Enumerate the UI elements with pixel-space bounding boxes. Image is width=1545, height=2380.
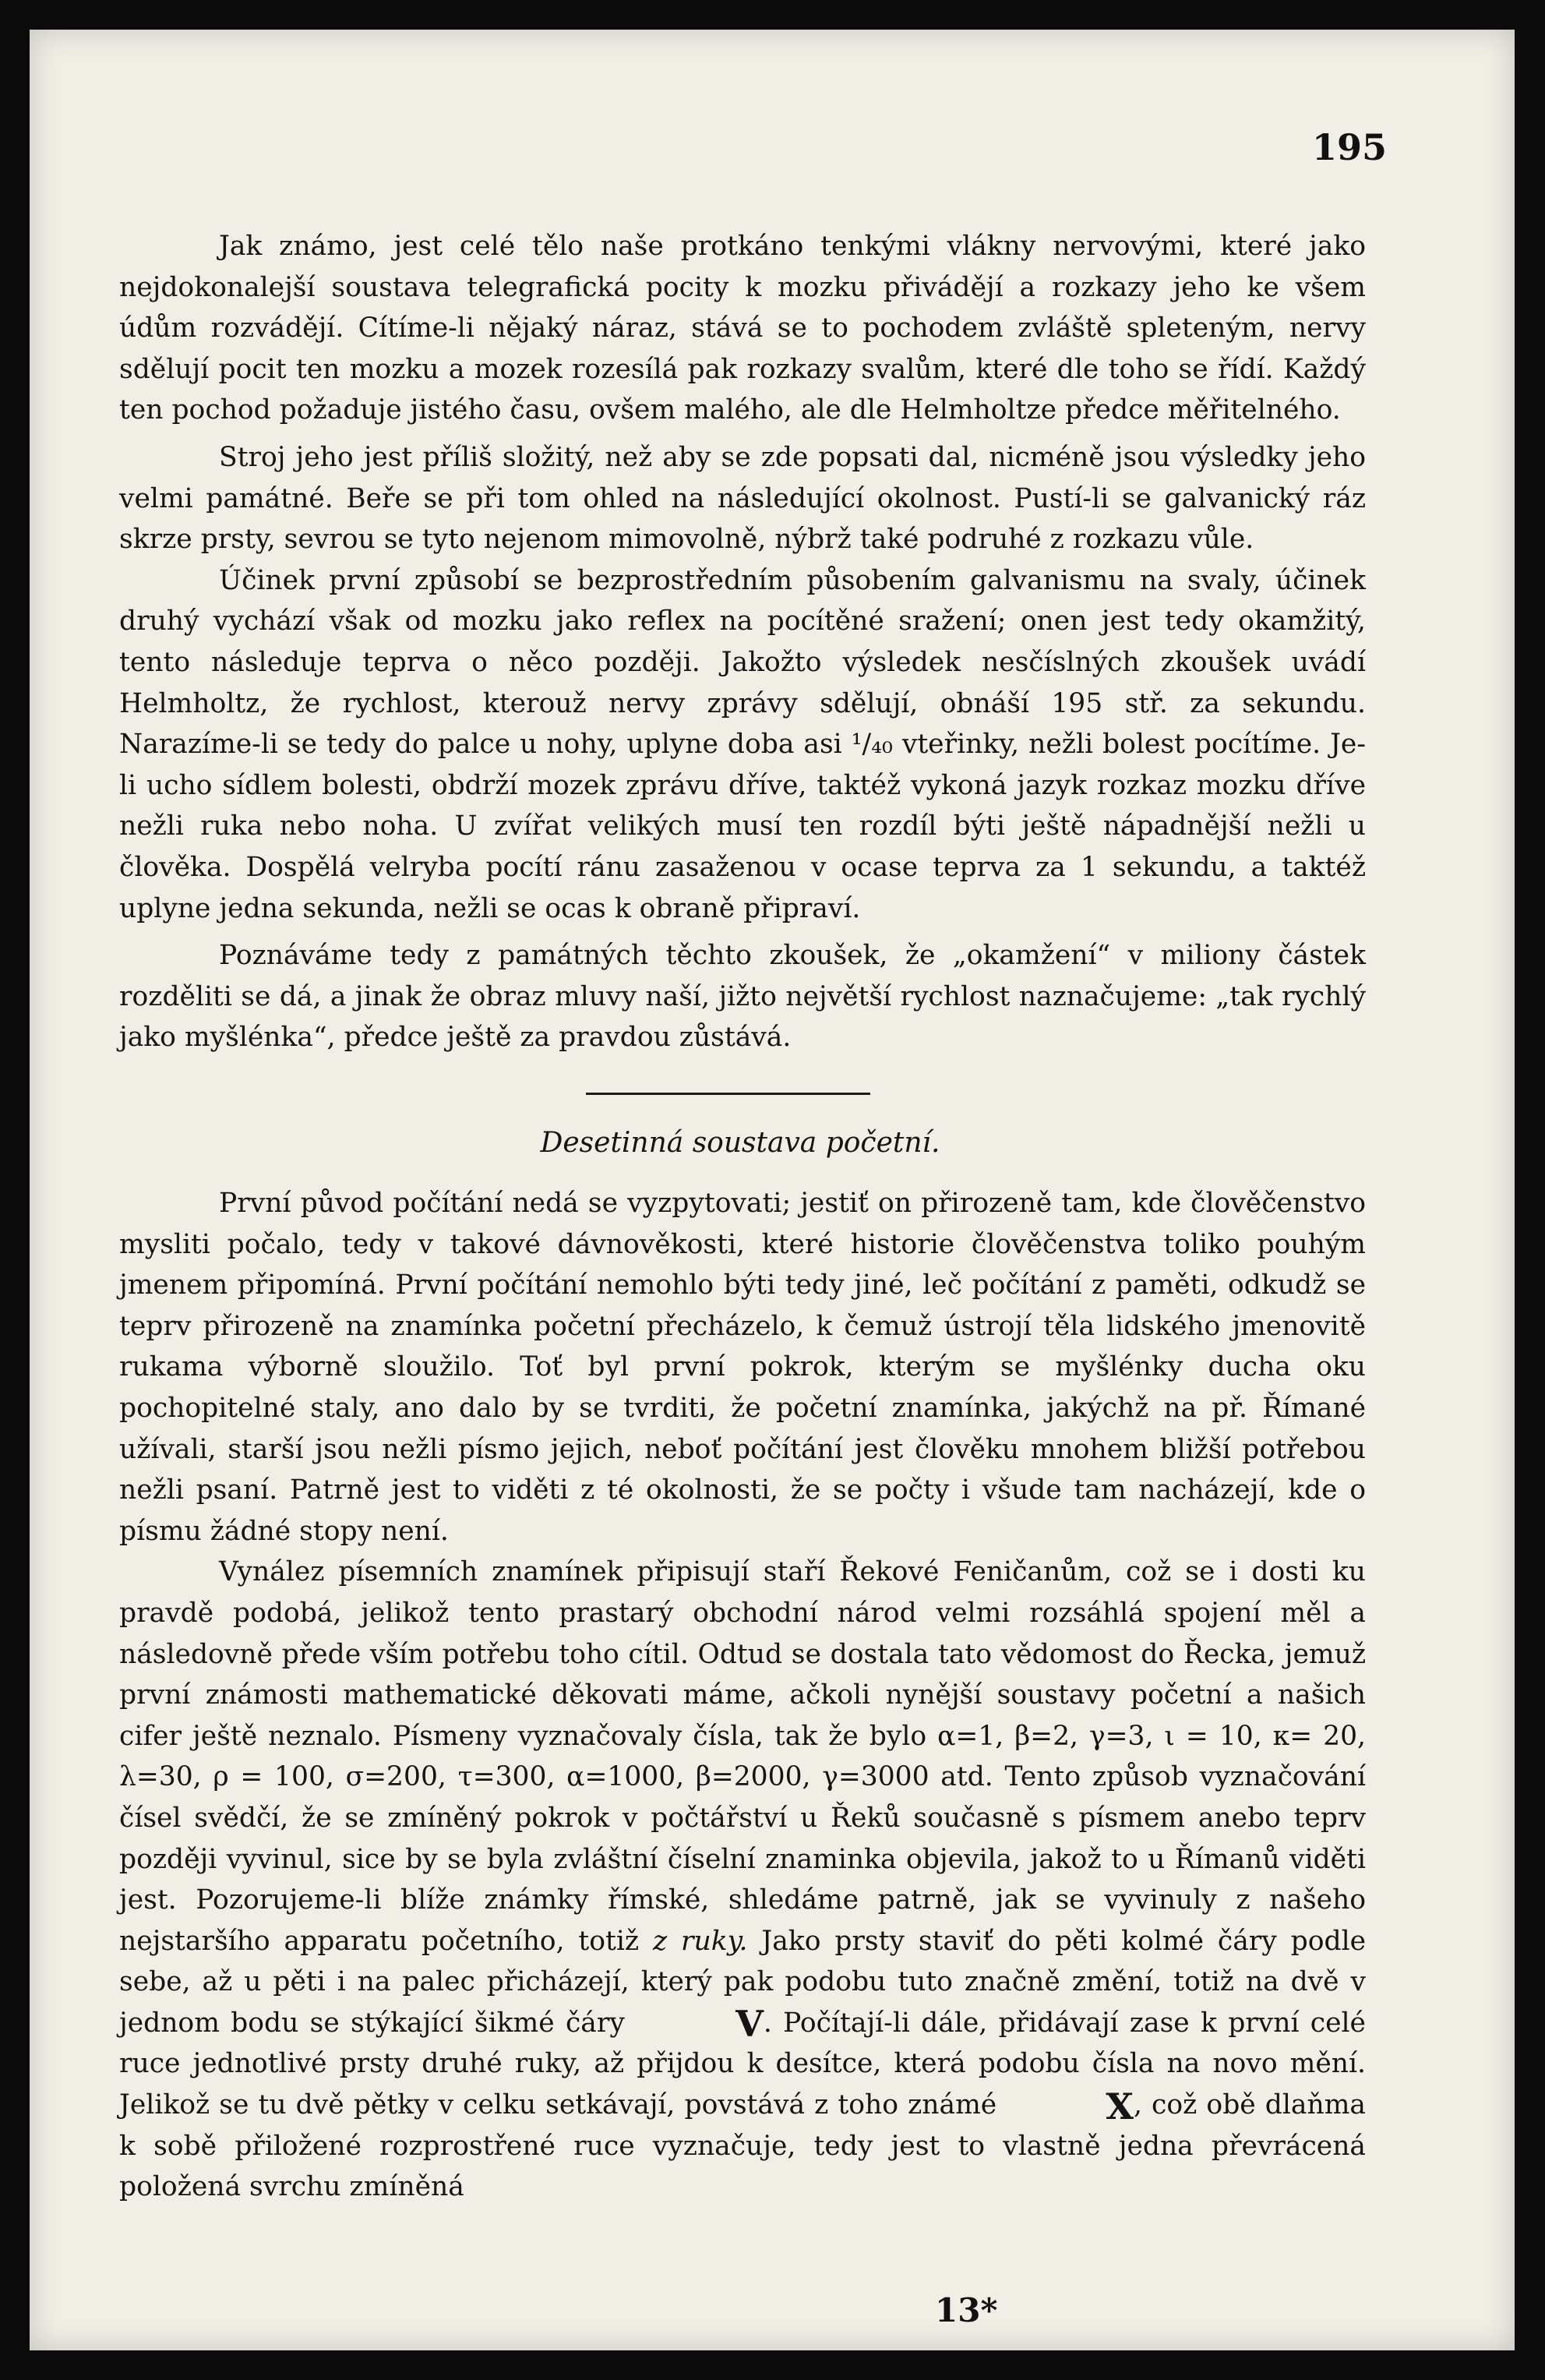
paragraph-part: , což obě dlaňma k sobě přiložené rozprostřené ruce vyznačuje, tedy jest to vlastně jedna převrácená položená svrchu zmíněná: [119, 2089, 1366, 2203]
paragraph-part: Vynález písemních znamínek připisují staří Řekové Feničanům, což se i dosti ku pravdě podobá, jelikož tento prastarý obchodní národ velmi rozsáhlá spojení měl a následovně přede vším potřebu toho cítil. Odtud se dostala tato vědomost do Řecka, jemuž první známosti mathematické děkovati máme, ačkoli nynější soustavy početní a našich cifer ještě neznalo. Písmeny vyznačovaly čísla, tak že bylo α=1, β=2, γ=3, ι = 10, κ= 20, λ=30, ρ = 100, σ=200, τ=300, α=1000, β=2000, γ=3000 atd. Tento způsob vyznačování čísel svědčí, že se zmíněný pokrok v počtářství u Řeků současně s písmem anebo teprv později vyvinul, sice by se byla zvláštní číselní znaminka objevila, jakož to u Římanů viděti jest. Pozorujeme-li blíže známky římské, shledáme patrně, jak se vyvinuly z našeho nejstaršího apparatu početního, totiž: [119, 1556, 1366, 1957]
paragraph-part: . Počítají-li dále, přidávají zase k první celé ruce jednotlivé prsty druhé ruky, až přijdou k desítce, která podobu čísla na novo mění. Jelikož se tu dvě pětky v celku setkávají, povstává z toho známé: [119, 2007, 1366, 2121]
paragraph-part: Jako prsty staviť do pěti kolmé čáry podle sebe, až u pěti i na palec přicházejí, který pak podobu tuto značně změní, totiž na dvě v jednom bodu se stýkající šikmé čáry: [119, 1925, 1367, 2039]
section-2-text: [119, 1183, 1366, 2208]
x-shape-glyph: X: [1106, 2085, 1134, 2128]
v-shape-glyph: V: [735, 2003, 764, 2046]
section-1-text: [119, 226, 1366, 1058]
section-heading: Desetinná soustava početní.: [540, 1127, 940, 1159]
paragraph: Stroj jeho jest příliš složitý, než aby se zde popsati dal, nicméně jsou výsledky jeho velmi památné. Beře se při tom ohled na následující okolnost. Pustí-li se galvanický ráz skrze prsty, sevrou se tyto nejenom mimovolně, nýbrž také podruhé z rozkazu vůle.: [119, 441, 1366, 556]
paragraph: Jak známo, jest celé tělo naše protkáno tenkými vlákny nervovými, které jako nejdokonalejší soustava telegrafická pocity k mozku přivádějí a rozkazy jeho ke všem údům rozvádějí. Cítíme-li nějaký náraz, stává se to pochodem zvláště spleteným, nervy sdělují pocit ten mozku a mozek rozesílá pak rozkazy svalům, které dle toho se řídí. Každý ten pochod požaduje jistého času, ovšem malého, ale dle Helmholtze předce měřitelného.: [119, 231, 1366, 426]
page-number: 195: [1311, 126, 1387, 168]
paragraph: Poznáváme tedy z památných těchto zkoušek, že „okamžení“ v miliony částek rozděliti se dá, a jinak že obraz mluvy naší, jižto největší rychlost naznačujeme: „tak rychlý jako myšlénka“, předce ještě za pravdou zůstává.: [119, 940, 1366, 1054]
paragraph: Účinek první způsobí se bezprostředním působením galvanismu na svaly, účinek druhý vychází však od mozku jako reflex na pocítěné sražení; onen jest tedy okamžitý, tento následuje teprva o něco později. Jakožto výsledek nesčíslných zkoušek uvádí Helmholtz, že rychlost, kterouž nervy zprávy sdělují, obnáší 195 stř. za sekundu. Narazíme-li se tedy do palce u nohy, uplyne doba asi ¹/₄₀ vteřinky, nežli bolest pocítíme. Je-li ucho sídlem bolesti, obdrží mozek zprávu dříve, taktéž vykoná jazyk rozkaz mozku dříve nežli ruka nebo noha. U zvířat velikých musí ten rozdíl býti ještě nápadnější nežli u člověka. Dospělá velryba pocítí ránu zasaženou v ocase teprva za 1 sekundu, a taktéž uplyne jedna sekunda, nežli se ocas k obraně připraví.: [119, 564, 1366, 924]
italic-phrase: z ruky.: [652, 1925, 748, 1957]
paragraph: První původ počítání nedá se vyzpytovati; jestiť on přirozeně tam, kde člověčenstvo mysliti počalo, tedy v takové dávnověkosti, které historie člověčenstva toliko pouhým jmenem připomíná. První počítání nemohlo býti tedy jiné, leč počítání z paměti, odkudž se teprv přirozeně na znamínka početní přecházelo, k čemuž ústrojí těla lidského jmenovitě rukama výborně sloužilo. Toť byl první pokrok, kterým se myšlénky ducha oku pochopitelné staly, ano dalo by se tvrditi, že početní znamínka, jakýchž na př. Římané užívali, starší jsou nežli písmo jejich, neboť počítání jest člověku mnohem bližší potřebou nežli psaní. Patrně jest to viděti z té okolnosti, že se počty i všude tam nacházejí, kde o písmu žádné stopy není.: [119, 1188, 1366, 1547]
section-divider: [586, 1093, 870, 1095]
paragraph: [119, 1552, 1366, 2208]
signature-mark: 13*: [935, 2291, 998, 2329]
